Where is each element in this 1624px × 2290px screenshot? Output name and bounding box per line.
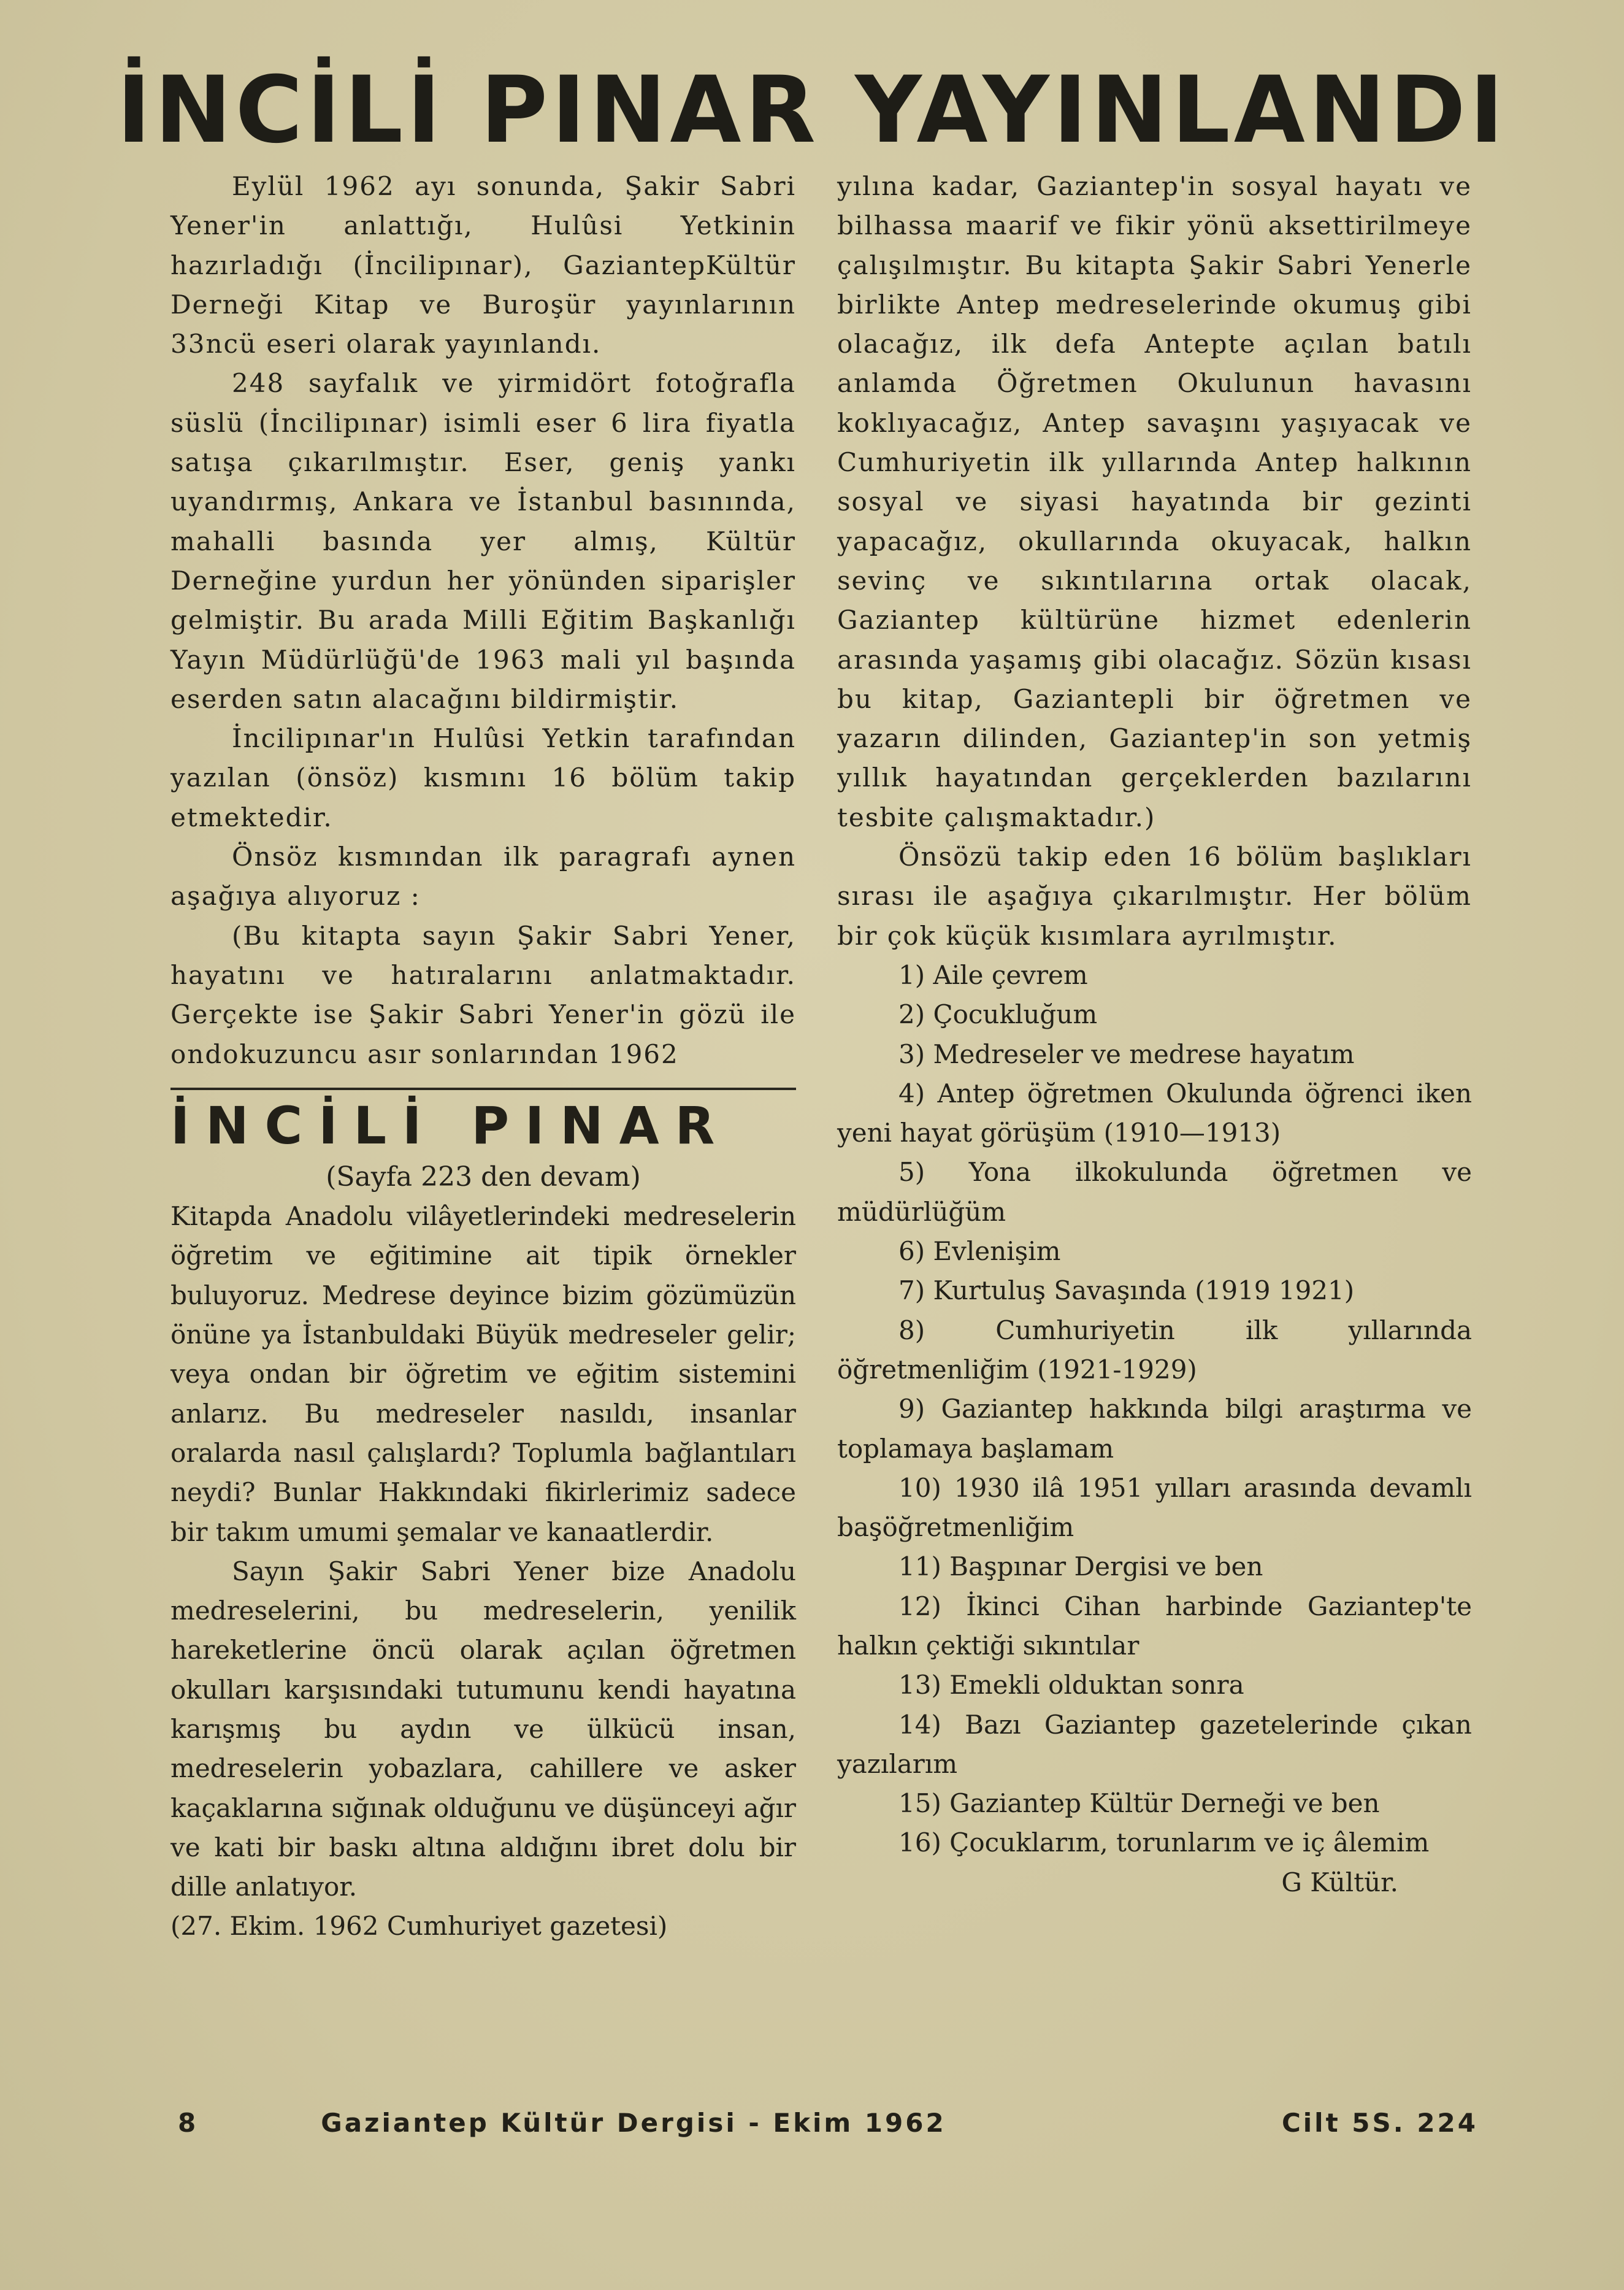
list-item: 15) Gaziantep Kültür Derneği ve ben — [898, 1788, 1380, 1819]
issue-number: S. 224 — [1372, 2108, 1478, 2138]
list-item: 10) 1930 ilâ 1951 yılları arasında devamlı başöğretmenliğim — [837, 1472, 1472, 1543]
chapter-list — [837, 956, 1472, 1863]
divider — [170, 1088, 796, 1090]
list-item: 4) Antep öğretmen Okulunda öğrenci iken yeni hayat görüşüm (1910—1913) — [837, 1078, 1472, 1148]
headline: İNCİLİ PINAR YAYINLANDI — [117, 57, 1507, 164]
list-item: 16) Çocuklarım, torunlarım ve iç âlemim — [898, 1827, 1430, 1858]
paragraph: 248 sayfalık ve yirmidört fotoğrafla süslü (İncilipınar) isimli eser 6 lira fiyatla satışa çıkarılmıştır. Eser, geniş yankı uyandırmış, Ankara ve İstanbul basınında, mahalli basında yer almış, Kültür Derneğine yurdun her yönünden siparişler gelmiştir. Bu arada Milli Eğitim Başkanlığı Yayın Müdürlüğü'de 1963 mali yıl başında eserden satın alacağını bildirmiştir. — [170, 368, 796, 714]
continued-note: (Sayfa 223 den devam) — [326, 1161, 641, 1193]
list-item: 6) Evlenişim — [898, 1236, 1061, 1267]
list-item: 14) Bazı Gaziantep gazetelerinde çıkan yazılarım — [837, 1709, 1472, 1779]
list-item: 8) Cumhuriyetin ilk yıllarında öğretmenliğim (1921-1929) — [837, 1315, 1472, 1385]
volume-label: Cilt 5 — [1281, 2108, 1373, 2138]
right-column — [837, 167, 1472, 1902]
signature: G Kültür. — [1281, 1867, 1398, 1897]
list-item: 7) Kurtuluş Savaşında (1919 1921) — [898, 1275, 1355, 1306]
paragraph: Eylül 1962 ayı sonunda, Şakir Sabri Yener'in anlattığı, Hulûsi Yetkinin hazırladığı (İncilipınar), GaziantepKültür Derneği Kitap ve Buroşür yayınlarının 33ncü eseri olarak yayınlandı. — [170, 171, 796, 359]
paragraph: Sayın Şakir Sabri Yener bize Anadolu medreselerini, bu medreselerin, yenilik hareketlerine öncü olarak açılan öğretmen okulları karşısındaki tutumunu kendi hayatına karışmış bu aydın ve ülkücü insan, medreselerin yobazlara, cahillere ve asker kaçaklarına sığınak olduğunu ve düşünceyi ağır ve kati bir baskı altına aldığını ibret dolu bir dille anlatıyor. — [170, 1556, 796, 1902]
paragraph: yılına kadar, Gaziantep'in sosyal hayatı ve bilhassa maarif ve fikir yönü aksettirilmeye çalışılmıştır. Bu kitapta Şakir Sabri Yenerle birlikte Antep medreselerinde okumuş gibi olacağız, ilk defa Antepte açılan batılı anlamda Öğretmen Okulunun havasını koklıyacağız, Antep savaşını yaşıyacak ve Cumhuriyetin ilk yıllarında Antep halkının sosyal ve siyasi hayatında bir gezinti yapacağız, okullarında okuyacak, halkın sevinç ve sıkıntılarına ortak olacak, Gaziantep kültürüne hizmet edenlerin arasında yaşamış gibi olacağız. Sözün kısası bu kitap, Gaziantepli bir öğretmen ve yazarın dilinden, Gaziantep'in son yetmiş yıllık hayatından gerçeklerden bazılarını tesbite çalışmaktadır.) — [837, 171, 1472, 832]
list-item: 1) Aile çevrem — [898, 959, 1088, 990]
paragraph: İncilipınar'ın Hulûsi Yetkin tarafından yazılan (önsöz) kısmını 16 bölüm takip etmektedir. — [170, 723, 796, 832]
list-item: 5) Yona ilkokulunda öğretmen ve müdürlüğüm — [837, 1157, 1472, 1227]
source-note: (27. Ekim. 1962 Cumhuriyet gazetesi) — [170, 1911, 668, 1942]
paragraph: (Bu kitapta sayın Şakir Sabri Yener, hayatını ve hatıralarını anlatmaktadır. Gerçekte ise Şakir Sabri Yener'in gözü ile ondokuzuncu asır sonlarından 1962 — [170, 920, 796, 1069]
page-number: 8 — [178, 2108, 199, 2138]
left-column — [170, 167, 796, 1946]
paragraph: Kitapda Anadolu vilâyetlerindeki medreselerin öğretim ve eğitimine ait tipik örnekler buluyoruz. Medrese deyince bizim gözümüzün önüne ya İstanbuldaki Büyük medreseler gelir; veya ondan bir öğretim ve eğitim sistemini anlarız. Bu medreseler nasıldı, insanlar oralarda nasıl çalışlardı? Toplumla bağlantıları neydi? Bunlar Hakkındaki fikirlerimiz sadece bir takım umumi şemalar ve kanaatlerdir. — [170, 1201, 796, 1547]
box-title: İNCİLİ PINAR — [170, 1095, 731, 1156]
list-item: 13) Emekli olduktan sonra — [898, 1670, 1244, 1700]
paragraph: Önsöz kısmından ilk paragrafı aynen aşağıya alıyoruz : — [170, 842, 796, 912]
list-item: 9) Gaziantep hakkında bilgi araştırma ve toplamaya başlamam — [837, 1394, 1472, 1464]
paragraph: Önsözü takip eden 16 bölüm başlıkları sırası ile aşağıya çıkarılmıştır. Her bölüm bir çok küçük kısımlara ayrılmıştır. — [837, 842, 1472, 951]
publication-name: Gaziantep Kültür Dergisi - Ekim 1962 — [321, 2108, 946, 2138]
footer — [178, 2108, 1478, 2138]
list-item: 11) Başpınar Dergisi ve ben — [898, 1551, 1263, 1582]
list-item: 2) Çocukluğum — [898, 999, 1098, 1030]
list-item: 12) İkinci Cihan harbinde Gaziantep'te halkın çektiği sıkıntılar — [837, 1591, 1472, 1661]
list-item: 3) Medreseler ve medrese hayatım — [898, 1039, 1355, 1069]
